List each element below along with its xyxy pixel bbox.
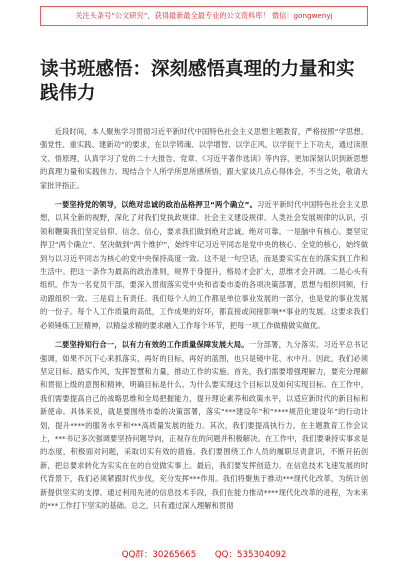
section-1-heading: 一要坚持党的领导，以绝对忠诚的政治品格押卫“两个确立”。 (54, 200, 257, 210)
document-title: 读书班感悟：深刻感悟真理的力量和实践伟力 (40, 59, 355, 104)
qq-group: QQ群：30265665 (121, 550, 197, 560)
document-body (40, 125, 368, 512)
section-1-text: 习近平新时代中国特色社会主义思想，以其全新的视野，深化了对我们党执政规律、社会主义建设规律、人类社会发展规律的认识，引领和鞭策我们坚定信仰、信念、信心，要求我们做到绝对忠诚、绝对可靠。一是脑中有核心。要坚定捍卫“两个确立”、坚决做到“两个维护”，始终牢记习近平同志是党中央的核心、全党的核心，始终做到与以习近平同志为核心的党中央保持高度一致。这不是一句空话，而是要实实在在的落实到工作和生活中。把这一条作为最高的政治准则，规界于身提升，格局才会扩大，思维才会开阔。二是心头有组织。作为一名党员干部，要深入贯彻落实党中央和省委市委的各项决策部署，思想与组织同频，行动跟组织一致。三是肩上有责任。我们每个人的工作都是单位事业发展的一部分，也是党的事业发展的一份子。每个人工作质量的高低，工作成果的好坏，都直接或间接影响**事业的发展。这要求我们必须锤炼工匠精神，以精益求精的要求融入工作每个环节，把每一项工作做精做实做优。 (40, 200, 368, 330)
section-1-paragraph (40, 198, 368, 332)
promo-banner: 关注头条号“公文研究”，获得最新最全最专业的公文资料库！ 微信：gongwenyj (40, 6, 368, 26)
footer-contacts (0, 548, 408, 560)
intro-paragraph: 近段时间，本人聚焦学习贯彻习近平新时代中国特色社会主义思想主题教育，严格按照“学思想、强党性、重实践、建新功”的要求，在以学铸魂、以学增智、以学正风、以学促干上下功夫，通过读原文、悟原理，认真学习了党的二十大报告、党章、《习近平著作选读》等内容，更加深刻认识到新思想的真理力量和实践伟力。现结合个人所学所思所感所悟，跟大家谈几点心得体会，不当之处，敬请大家批评指正。 (40, 127, 368, 190)
section-2-paragraph (40, 338, 368, 512)
section-2-text: 一分部署，九分落实。习近平总书记强调，如果不沉下心来抓落实，再好的目标，再好的蓝图，也只是镜中花、水中月。因此，我们必须坚定目标、踏实作风，发挥智慧和力量，推动工作的实施。首先，我们需要增强理解力，要充分理解和贯彻上级的意图和精神，明确目标是什么。为什么要实现这个目标以及如何实现目标。在工作中，我们需要提高自己的战略思维和全局把握能力，提升理论素养和政策水平，以适应新时代的新目标和新使命。具体来说，就是要围绕市委的决策部署，落实“***建设年”和“****规范化建设年”的行动计划，提升****的服务水平和***高质量发展的能力。其次，我们要提高执行力。在主题教育工作会议上，***书记多次强调要坚持问题导向，正视存在的问题并积极解决。在工作中，我们要秉持实事求是的态度，积极面对问题，采取切实有效的措施。我们要围绕工作人员的履职尽责意识，不断开拓创新，把总要求转化为实实在在的自觉做实事上。最后，我们要发挥创造力。在信息技术飞速发展的时代背景下，我们必须紧跟时代步伐，充分发挥***作用。我们将聚焦于推动***现代化改革，为统计创新提供坚实的支撑。通过利用先进的信息技术手段，我们在能力推动****现代化改革的进程，为未来的***工作打下坚实的基础。总之，只有通过深入理解和贯彻 (40, 340, 369, 510)
section-2-heading: 二要坚持知行合一，以有力有效的工作质量保障发展大局。 (54, 340, 249, 350)
qq-number: QQ：535304092 (214, 550, 287, 560)
